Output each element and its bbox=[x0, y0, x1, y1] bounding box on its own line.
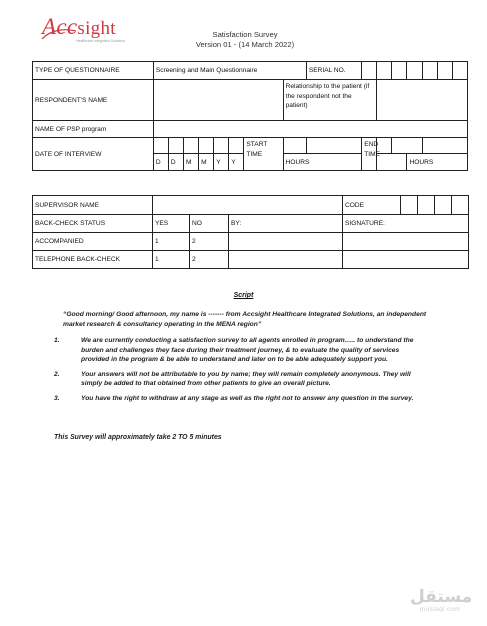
code-box[interactable] bbox=[418, 196, 435, 215]
accompanied-option-2[interactable]: 2 bbox=[190, 233, 229, 251]
psp-program-label: NAME OF PSP program bbox=[33, 121, 154, 138]
logo-tagline: Healthcare Integrated Solutions bbox=[76, 39, 126, 43]
interview-details-table bbox=[32, 61, 468, 171]
date-digit-box[interactable] bbox=[153, 138, 168, 154]
date-letter: M bbox=[199, 154, 214, 171]
start-time-box[interactable] bbox=[306, 138, 361, 154]
psp-program-field[interactable] bbox=[153, 121, 467, 138]
point-number: 1. bbox=[54, 337, 60, 344]
accompanied-label: ACCOMPANIED bbox=[33, 233, 153, 251]
type-of-questionnaire-label: TYPE OF QUESTIONNAIRE bbox=[33, 62, 154, 80]
serial-digit-box[interactable] bbox=[392, 62, 407, 80]
survey-duration-note: This Survey will approximately take 2 TO 5 minutes bbox=[54, 434, 222, 441]
accompanied-signature-field[interactable] bbox=[343, 233, 469, 251]
start-time-box[interactable] bbox=[283, 138, 306, 154]
relationship-field[interactable] bbox=[377, 80, 468, 121]
mostaql-watermark bbox=[410, 587, 473, 613]
telephone-option-1[interactable]: 1 bbox=[153, 251, 190, 269]
respondent-name-label: RESPONDENT'S NAME bbox=[33, 80, 154, 121]
end-time-box[interactable] bbox=[392, 138, 422, 154]
supervisor-name-field[interactable] bbox=[153, 196, 343, 215]
code-box[interactable] bbox=[401, 196, 418, 215]
telephone-option-2[interactable]: 2 bbox=[190, 251, 229, 269]
date-of-interview-label: DATE OF INTERVIEW bbox=[33, 138, 154, 171]
code-box[interactable] bbox=[452, 196, 469, 215]
telephone-back-check-label: TELEPHONE BACK-CHECK bbox=[33, 251, 153, 269]
accompanied-by-field[interactable] bbox=[229, 233, 343, 251]
end-hours-spacer bbox=[377, 154, 407, 171]
date-digit-box[interactable] bbox=[184, 138, 199, 154]
script-heading: Script bbox=[233, 292, 254, 299]
relationship-label: Relationship to the patient (if the respondent not the patient) bbox=[283, 80, 377, 121]
point-text: You have the right to withdraw at any stage as well as the right not to answer any question in the survey. bbox=[81, 394, 414, 402]
survey-version: Version 01 - (14 March 2022) bbox=[195, 40, 295, 49]
watermark-latin: mostaql.com bbox=[419, 606, 461, 613]
telephone-by-field[interactable] bbox=[229, 251, 343, 269]
serial-no-label: SERIAL NO. bbox=[306, 62, 361, 80]
survey-title: Satisfaction Survey bbox=[212, 30, 278, 39]
date-letter: M bbox=[184, 154, 199, 171]
script-points bbox=[54, 336, 424, 409]
code-label: CODE bbox=[343, 196, 401, 215]
date-digit-box[interactable] bbox=[214, 138, 229, 154]
serial-digit-box[interactable] bbox=[437, 62, 452, 80]
code-box[interactable] bbox=[435, 196, 452, 215]
logo-wordmark: Accsight bbox=[42, 14, 116, 39]
date-digit-box[interactable] bbox=[168, 138, 183, 154]
serial-digit-box[interactable] bbox=[407, 62, 422, 80]
date-letter: D bbox=[153, 154, 168, 171]
back-check-status-label: BACK-CHECK STATUS bbox=[33, 215, 153, 233]
telephone-signature-field[interactable] bbox=[343, 251, 469, 269]
watermark-arabic: مستقل bbox=[410, 587, 473, 607]
script-greeting: “Good morning/ Good afternoon, my name is ------- from Accsight Healthcare Integrated Solutions, an independent market research & consultancy operating in the MENA region” bbox=[63, 311, 427, 328]
accsight-logo bbox=[42, 14, 137, 48]
date-digit-box[interactable] bbox=[199, 138, 214, 154]
signature-label: SIGNATURE: bbox=[343, 215, 469, 233]
point-number: 2. bbox=[54, 370, 60, 378]
supervisor-name-label: SUPERVISOR NAME bbox=[33, 196, 153, 215]
serial-digit-box[interactable] bbox=[452, 62, 467, 80]
end-hours-label: HOURS bbox=[407, 154, 468, 171]
serial-digit-box[interactable] bbox=[422, 62, 437, 80]
date-digit-box[interactable] bbox=[229, 138, 244, 154]
script-point bbox=[54, 394, 424, 404]
serial-digit-box[interactable] bbox=[377, 62, 392, 80]
respondent-name-field[interactable] bbox=[153, 80, 283, 121]
supervisor-table bbox=[32, 195, 469, 269]
date-letter: D bbox=[168, 154, 183, 171]
script-point bbox=[54, 370, 424, 389]
date-letter: Y bbox=[229, 154, 244, 171]
start-time-label: START TIME bbox=[244, 138, 283, 171]
by-label: BY: bbox=[229, 215, 343, 233]
yes-label: YES bbox=[153, 215, 190, 233]
end-time-label: END TIME bbox=[362, 138, 377, 171]
point-text: We are currently conducting a satisfaction survey to all agents enrolled in program….. to understand the burden and challenges they face during their treatment journey, & to evaluate the quality of services provided in the program & be able to understand and later on to be able adequately support you. bbox=[81, 337, 414, 364]
accompanied-option-1[interactable]: 1 bbox=[153, 233, 190, 251]
script-point bbox=[54, 336, 424, 365]
end-time-box[interactable] bbox=[422, 138, 467, 154]
start-hours-label: HOURS bbox=[283, 154, 362, 171]
point-number: 3. bbox=[54, 394, 60, 402]
date-letter: Y bbox=[214, 154, 229, 171]
point-text: Your answers will not be attributable to you by name; they will remain completely anonymous. They will simply be added to that obtained from other patients to give an overall picture. bbox=[81, 370, 411, 388]
type-of-questionnaire-value: Screening and Main Questionnaire bbox=[153, 62, 306, 80]
serial-digit-box[interactable] bbox=[362, 62, 377, 80]
no-label: NO bbox=[190, 215, 229, 233]
